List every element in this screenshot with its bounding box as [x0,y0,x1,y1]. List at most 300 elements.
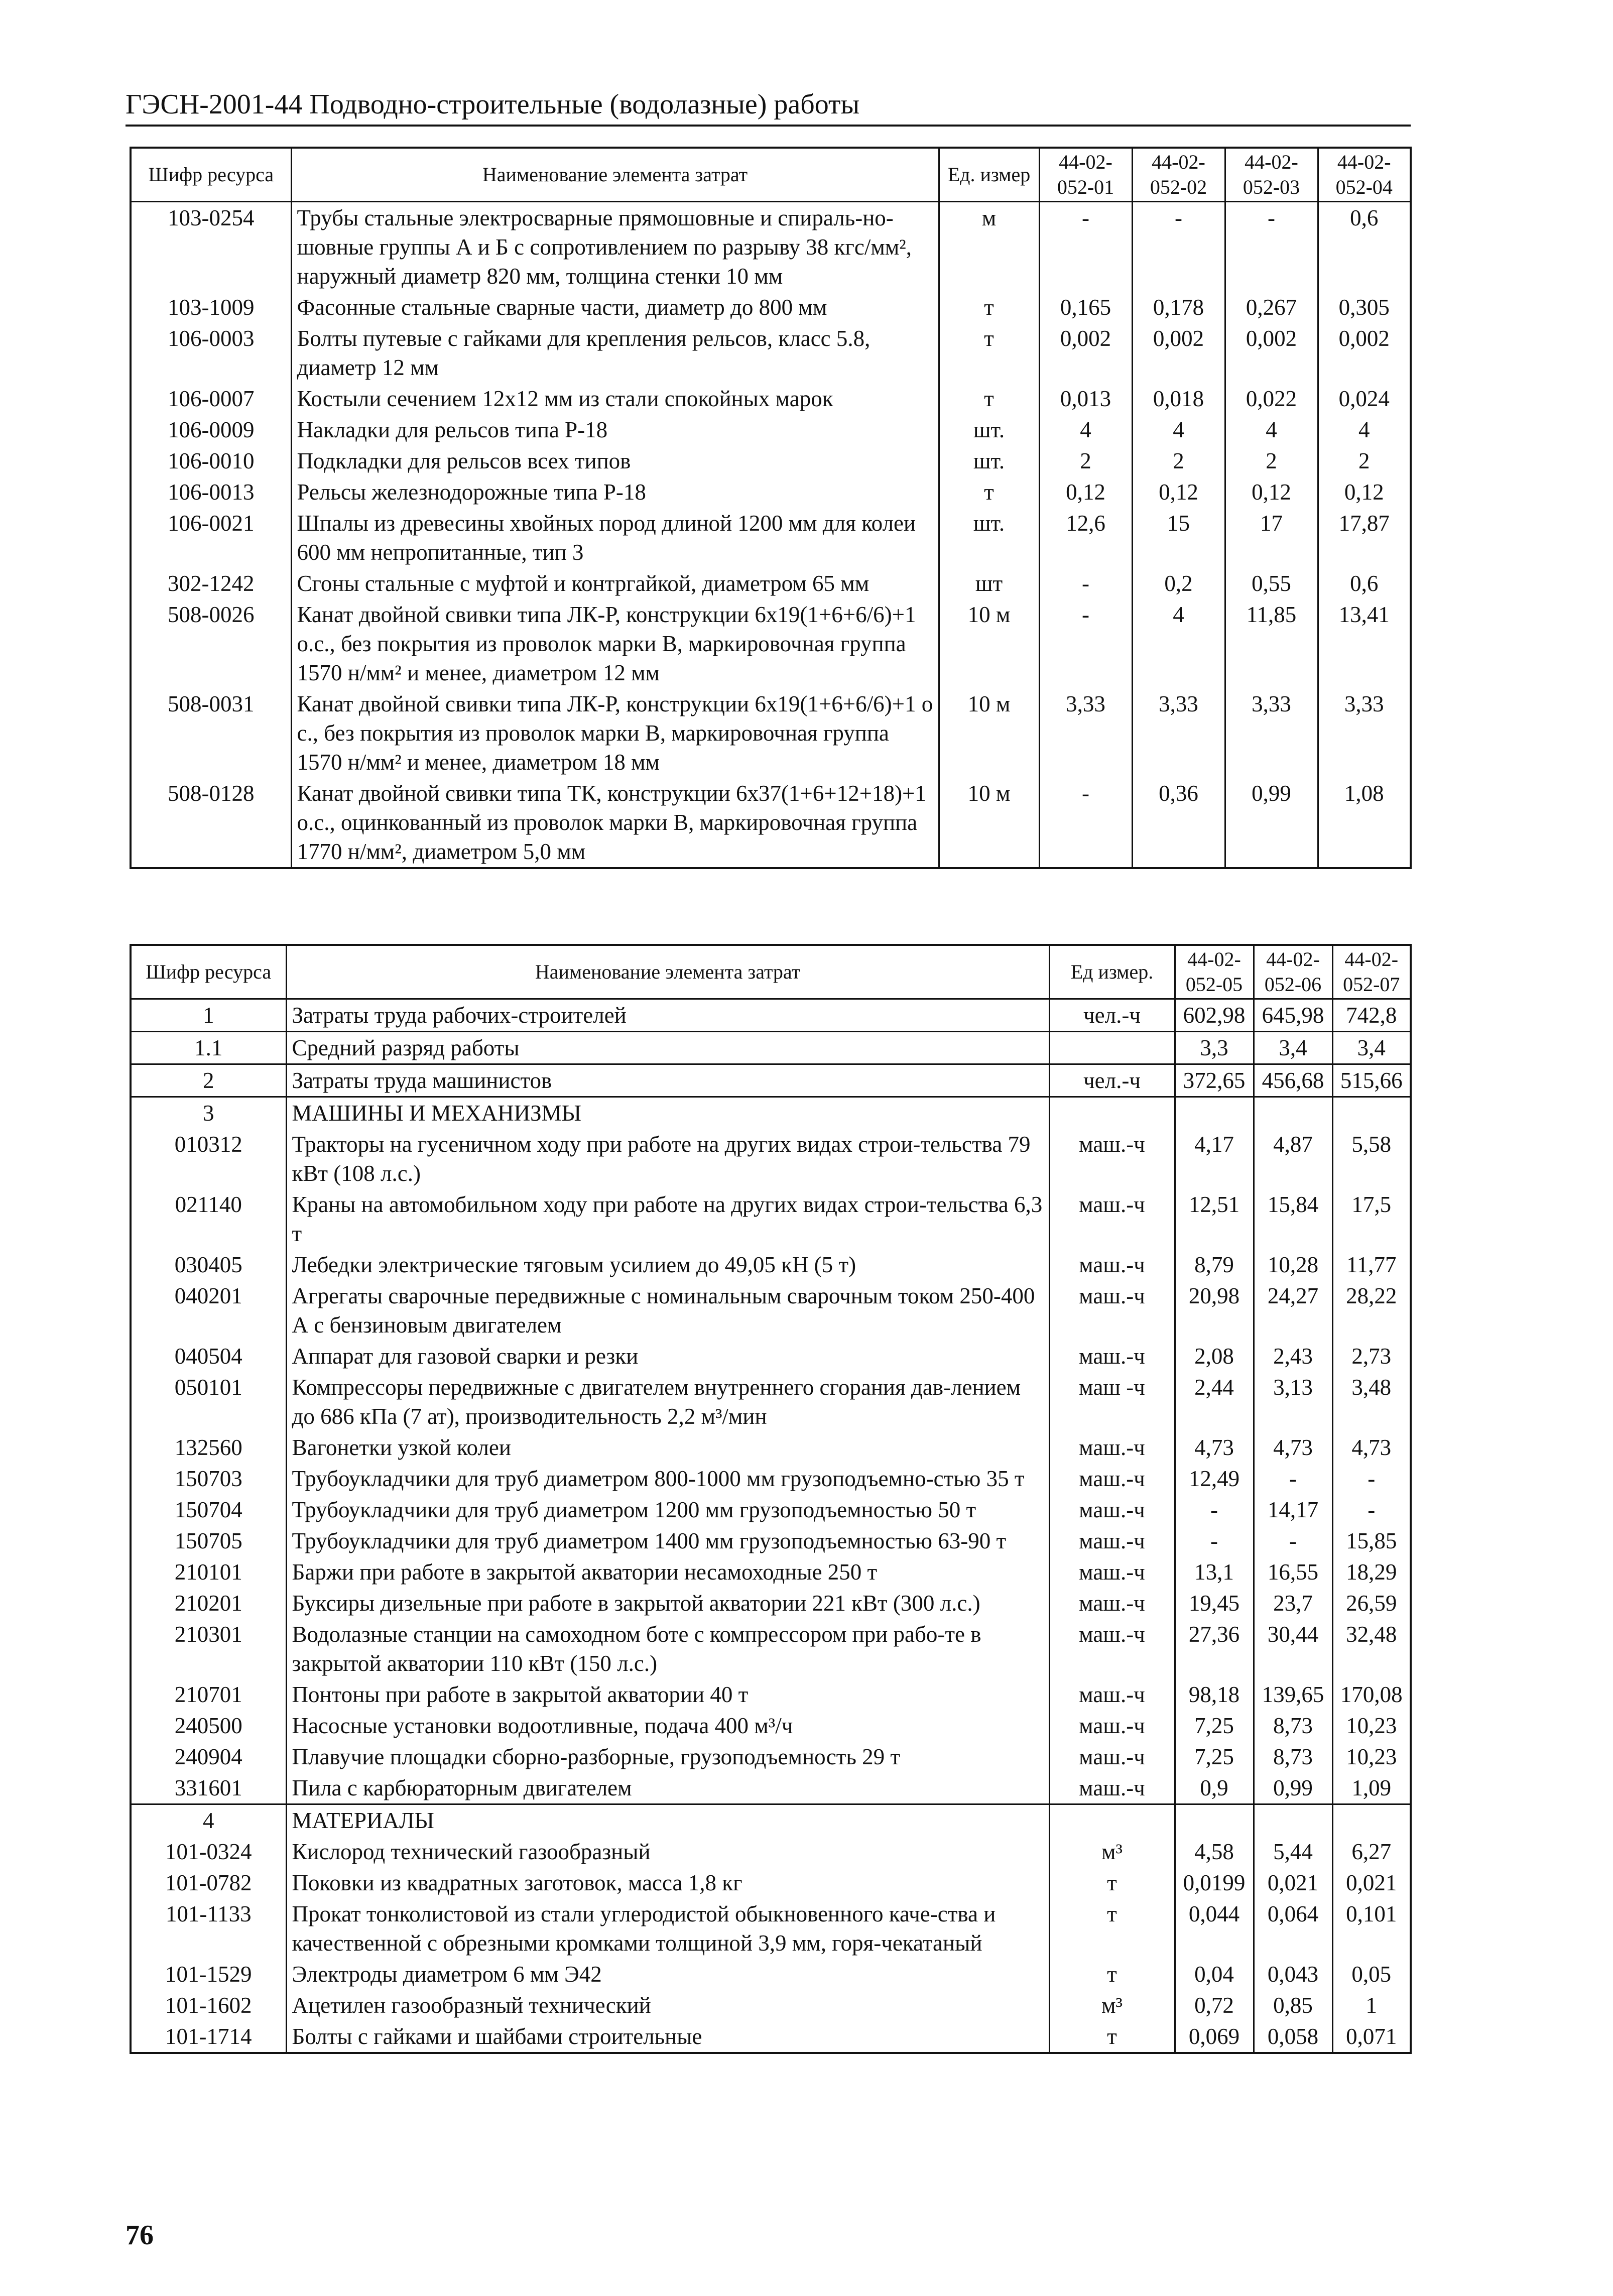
table-row [131,1990,1411,2021]
resource-name: Лебедки электрические тяговым усилием до 49,05 кН (5 т) [286,1249,1049,1280]
table-header-row [131,148,1411,202]
unit: чел.-ч [1049,1064,1175,1097]
unit: м [939,202,1039,292]
value-cell: 0,002 [1132,323,1225,383]
resource-name: Вагонетки узкой колеи [286,1432,1049,1463]
value-cell: 3,33 [1225,688,1318,778]
value-cell: 0,04 [1175,1959,1254,1990]
resource-code: 210701 [131,1679,286,1710]
resource-name: Электроды диаметром 6 мм Э42 [286,1959,1049,1990]
unit: 10 м [939,688,1039,778]
value-cell: 27,36 [1175,1619,1254,1679]
value-cell: 0,99 [1254,1772,1332,1804]
unit: м³ [1049,1990,1175,2021]
value-cell: 17,5 [1332,1189,1411,1249]
resource-name: Костыли сечением 12х12 мм из стали спокойных марок [291,383,939,414]
header-col-5: 44-02-052-05 [1175,945,1254,999]
resource-name: Рельсы железнодорожные типа Р-18 [291,476,939,508]
value-cell: 456,68 [1254,1064,1332,1097]
table-row [131,383,1411,414]
resource-code: 1 [131,999,286,1032]
value-cell: 10,23 [1332,1741,1411,1772]
value-cell: 0,069 [1175,2021,1254,2053]
value-cell: 10,23 [1332,1710,1411,1741]
header-col-4: 44-02-052-04 [1318,148,1411,202]
resource-code: 210101 [131,1556,286,1588]
resource-code: 103-1009 [131,292,291,323]
table-row [131,1432,1411,1463]
value-cell: 2,43 [1254,1341,1332,1372]
unit: маш.-ч [1049,1494,1175,1525]
resource-name: Ацетилен газообразный технический [286,1990,1049,2021]
value-cell: - [1254,1463,1332,1494]
table-row [131,1710,1411,1741]
value-cell [1254,1804,1332,1837]
value-cell: 2,73 [1332,1341,1411,1372]
value-cell: - [1175,1525,1254,1556]
unit [1049,1804,1175,1837]
value-cell: 98,18 [1175,1679,1254,1710]
resource-code: 030405 [131,1249,286,1280]
resource-code: 508-0026 [131,599,291,688]
value-cell: 0,013 [1039,383,1132,414]
unit: шт [939,568,1039,599]
unit: маш.-ч [1049,1556,1175,1588]
value-cell: 4 [1132,414,1225,445]
resource-name: Баржи при работе в закрытой акватории несамоходные 250 т [286,1556,1049,1588]
header-unit: Ед измер. [1049,945,1175,999]
value-cell [1332,1097,1411,1129]
resource-name: Пила с карбюраторным двигателем [286,1772,1049,1804]
resource-name: Канат двойной свивки типа ЛК-Р, конструкции 6х19(1+6+6/6)+1 о.с., без покрытия из проволок марки В, маркировочная группа 1570 н/мм² и менее, диаметром 12 мм [291,599,939,688]
unit: маш.-ч [1049,1432,1175,1463]
value-cell: 0,064 [1254,1898,1332,1959]
resource-code: 2 [131,1064,286,1097]
resource-code: 040201 [131,1280,286,1341]
value-cell: 15 [1132,508,1225,568]
table-row [131,568,1411,599]
value-cell: 4,17 [1175,1129,1254,1189]
resource-table-2 [130,944,1412,2054]
unit: маш.-ч [1049,1280,1175,1341]
resource-name: Буксиры дизельные при работе в закрытой акватории 221 кВт (300 л.с.) [286,1588,1049,1619]
table-row [131,202,1411,292]
header-name: Наименование элемента затрат [291,148,939,202]
value-cell: 4,73 [1254,1432,1332,1463]
value-cell: 4 [1132,599,1225,688]
value-cell: 0,99 [1225,778,1318,868]
header-code: Шифр ресурса [131,945,286,999]
table-row [131,1898,1411,1959]
value-cell: 13,1 [1175,1556,1254,1588]
unit: маш.-ч [1049,1341,1175,1372]
value-cell: 3,3 [1175,1032,1254,1064]
value-cell: 0,002 [1039,323,1132,383]
value-cell: - [1332,1463,1411,1494]
unit: 10 м [939,778,1039,868]
header-col-7: 44-02-052-07 [1332,945,1411,999]
resource-code: 106-0021 [131,508,291,568]
resource-name: Шпалы из древесины хвойных пород длиной 1200 мм для колеи 600 мм непропитанные, тип 3 [291,508,939,568]
resource-code: 150703 [131,1463,286,1494]
table-row [131,1525,1411,1556]
value-cell: 0,2 [1132,568,1225,599]
unit: маш.-ч [1049,1741,1175,1772]
resource-code: 3 [131,1097,286,1129]
value-cell: 13,41 [1318,599,1411,688]
resource-name: МАШИНЫ И МЕХАНИЗМЫ [286,1097,1049,1129]
table-row [131,1804,1411,1837]
value-cell: 17 [1225,508,1318,568]
value-cell: 1,08 [1318,778,1411,868]
value-cell: 2,08 [1175,1341,1254,1372]
value-cell: - [1332,1494,1411,1525]
value-cell: 0,044 [1175,1898,1254,1959]
resource-table-1 [130,147,1412,869]
resource-code: 210201 [131,1588,286,1619]
resource-name: Канат двойной свивки типа ТК, конструкции 6х37(1+6+12+18)+1 о.с., оцинкованный из проволок марки В, маркировочная группа 1770 н/мм², диаметром 5,0 мм [291,778,939,868]
value-cell: 2 [1039,445,1132,476]
value-cell: 0,305 [1318,292,1411,323]
value-cell: 0,55 [1225,568,1318,599]
unit: т [939,383,1039,414]
header-col-1: 44-02-052-01 [1039,148,1132,202]
value-cell: 0,022 [1225,383,1318,414]
table-row [131,1064,1411,1097]
value-cell: 0,002 [1318,323,1411,383]
unit: маш.-ч [1049,1525,1175,1556]
resource-code: 150704 [131,1494,286,1525]
value-cell: 3,13 [1254,1372,1332,1432]
resource-code: 240904 [131,1741,286,1772]
table-row [131,1494,1411,1525]
resource-code: 106-0010 [131,445,291,476]
header-unit: Ед. измер [939,148,1039,202]
resource-code: 508-0031 [131,688,291,778]
value-cell [1175,1097,1254,1129]
unit: чел.-ч [1049,999,1175,1032]
value-cell: 0,058 [1254,2021,1332,2053]
table-row [131,476,1411,508]
resource-code: 4 [131,1804,286,1837]
unit: маш.-ч [1049,1189,1175,1249]
unit [1049,1097,1175,1129]
value-cell: 26,59 [1332,1588,1411,1619]
value-cell: 3,4 [1332,1032,1411,1064]
value-cell: 5,58 [1332,1129,1411,1189]
value-cell: 0,9 [1175,1772,1254,1804]
unit: т [939,476,1039,508]
resource-name: Затраты труда рабочих-строителей [286,999,1049,1032]
value-cell: 0,165 [1039,292,1132,323]
resource-code: 010312 [131,1129,286,1189]
resource-name: Трубы стальные электросварные прямошовные и спираль-но-шовные группы А и Б с сопротивлением по разрыву 38 кгс/мм², наружный диаметр 820 мм, толщина стенки 10 мм [291,202,939,292]
resource-name: Понтоны при работе в закрытой акватории 40 т [286,1679,1049,1710]
unit: м³ [1049,1836,1175,1867]
resource-code: 101-1133 [131,1898,286,1959]
value-cell: - [1039,599,1132,688]
value-cell: 32,48 [1332,1619,1411,1679]
header-name: Наименование элемента затрат [286,945,1049,999]
table-row [131,999,1411,1032]
unit: маш.-ч [1049,1619,1175,1679]
resource-name: Компрессоры передвижные с двигателем внутреннего сгорания дав-лением до 686 кПа (7 ат), производительность 2,2 м³/мин [286,1372,1049,1432]
value-cell: 0,043 [1254,1959,1332,1990]
resource-name: Фасонные стальные сварные части, диаметр до 800 мм [291,292,939,323]
table-row [131,1867,1411,1898]
table-row [131,1588,1411,1619]
value-cell [1332,1804,1411,1837]
value-cell: 24,27 [1254,1280,1332,1341]
resource-name: Поковки из квадратных заготовок, масса 1,8 кг [286,1867,1049,1898]
resource-code: 210301 [131,1619,286,1679]
resource-name: Сгоны стальные с муфтой и контргайкой, диаметром 65 мм [291,568,939,599]
table-row [131,1129,1411,1189]
resource-name: Трубоукладчики для труб диаметром 1400 мм грузоподъемностью 63-90 т [286,1525,1049,1556]
value-cell: 139,65 [1254,1679,1332,1710]
value-cell: 4,58 [1175,1836,1254,1867]
table-row [131,1836,1411,1867]
value-cell: 2 [1132,445,1225,476]
value-cell: 6,27 [1332,1836,1411,1867]
value-cell: 3,48 [1332,1372,1411,1432]
table-row [131,778,1411,868]
value-cell: 11,77 [1332,1249,1411,1280]
unit: маш.-ч [1049,1710,1175,1741]
table-row [131,1772,1411,1804]
resource-name: Аппарат для газовой сварки и резки [286,1341,1049,1372]
value-cell: 0,101 [1332,1898,1411,1959]
value-cell: 4,87 [1254,1129,1332,1189]
resource-code: 103-0254 [131,202,291,292]
table-row [131,1741,1411,1772]
unit: шт. [939,445,1039,476]
resource-name: Накладки для рельсов типа Р-18 [291,414,939,445]
unit: т [1049,2021,1175,2053]
value-cell: 0,12 [1039,476,1132,508]
resource-code: 101-0782 [131,1867,286,1898]
resource-name: Затраты труда машинистов [286,1064,1049,1097]
value-cell: 16,55 [1254,1556,1332,1588]
table-row [131,1463,1411,1494]
value-cell: 645,98 [1254,999,1332,1032]
resource-code: 331601 [131,1772,286,1804]
table-row [131,445,1411,476]
value-cell: 742,8 [1332,999,1411,1032]
value-cell: 0,6 [1318,568,1411,599]
resource-code: 508-0128 [131,778,291,868]
resource-name: Болты путевые с гайками для крепления рельсов, класс 5.8, диаметр 12 мм [291,323,939,383]
value-cell: 1,09 [1332,1772,1411,1804]
table-row [131,1372,1411,1432]
resource-name: Водолазные станции на самоходном боте с компрессором при рабо-те в закрытой акватории 110 кВт (150 л.с.) [286,1619,1049,1679]
value-cell: 0,72 [1175,1990,1254,2021]
resource-name: Подкладки для рельсов всех типов [291,445,939,476]
unit: маш.-ч [1049,1129,1175,1189]
value-cell: 2 [1318,445,1411,476]
table-row [131,1032,1411,1064]
value-cell: 0,85 [1254,1990,1332,2021]
value-cell: 17,87 [1318,508,1411,568]
resource-code: 132560 [131,1432,286,1463]
resource-code: 106-0007 [131,383,291,414]
resource-code: 106-0009 [131,414,291,445]
value-cell: 4 [1225,414,1318,445]
unit: т [939,292,1039,323]
unit: т [1049,1898,1175,1959]
value-cell: 372,65 [1175,1064,1254,1097]
value-cell: 3,33 [1039,688,1132,778]
resource-code: 1.1 [131,1032,286,1064]
table-row [131,292,1411,323]
unit: т [1049,1959,1175,1990]
unit: т [1049,1867,1175,1898]
value-cell: - [1039,778,1132,868]
resource-code: 150705 [131,1525,286,1556]
value-cell: 0,12 [1132,476,1225,508]
value-cell: 12,49 [1175,1463,1254,1494]
value-cell: 170,08 [1332,1679,1411,1710]
unit [1049,1032,1175,1064]
table-row [131,1341,1411,1372]
resource-name: Насосные установки водоотливные, подача 400 м³/ч [286,1710,1049,1741]
value-cell: 19,45 [1175,1588,1254,1619]
page-number: 76 [126,2220,154,2251]
value-cell: 8,73 [1254,1741,1332,1772]
value-cell: 7,25 [1175,1710,1254,1741]
resource-code: 240500 [131,1710,286,1741]
value-cell: 20,98 [1175,1280,1254,1341]
value-cell: 0,12 [1225,476,1318,508]
header-col-3: 44-02-052-03 [1225,148,1318,202]
value-cell: 0,36 [1132,778,1225,868]
resource-name: Канат двойной свивки типа ЛК-Р, конструкции 6х19(1+6+6/6)+1 о с., без покрытия из проволок марки В, маркировочная группа 1570 н/мм² и менее, диаметром 18 мм [291,688,939,778]
resource-name: Плавучие площадки сборно-разборные, грузоподъемность 29 т [286,1741,1049,1772]
value-cell: 602,98 [1175,999,1254,1032]
value-cell: 1 [1332,1990,1411,2021]
table-row [131,1097,1411,1129]
value-cell: - [1132,202,1225,292]
resource-name: Краны на автомобильном ходу при работе на других видах строи-тельства 6,3 т [286,1189,1049,1249]
resource-name: Трубоукладчики для труб диаметром 800-1000 мм грузоподъемно-стью 35 т [286,1463,1049,1494]
resource-name: Агрегаты сварочные передвижные с номинальным сварочным током 250-400 А с бензиновым двигателем [286,1280,1049,1341]
table-row [131,1556,1411,1588]
unit: т [939,323,1039,383]
table-row [131,2021,1411,2053]
resource-code: 101-0324 [131,1836,286,1867]
value-cell: 515,66 [1332,1064,1411,1097]
resource-name: Болты с гайками и шайбами строительные [286,2021,1049,2053]
page-header-title: ГЭСН-2001-44 Подводно-строительные (водолазные) работы [126,84,1411,127]
value-cell: 0,002 [1225,323,1318,383]
unit: маш.-ч [1049,1249,1175,1280]
value-cell: 2,44 [1175,1372,1254,1432]
value-cell: 4,73 [1175,1432,1254,1463]
value-cell: 15,85 [1332,1525,1411,1556]
value-cell [1175,1804,1254,1837]
value-cell: 3,4 [1254,1032,1332,1064]
value-cell: 0,071 [1332,2021,1411,2053]
value-cell: - [1175,1494,1254,1525]
unit: шт. [939,414,1039,445]
value-cell: 12,51 [1175,1189,1254,1249]
value-cell: 23,7 [1254,1588,1332,1619]
value-cell: 0,021 [1254,1867,1332,1898]
value-cell: 15,84 [1254,1189,1332,1249]
header-col-6: 44-02-052-06 [1254,945,1332,999]
value-cell: 12,6 [1039,508,1132,568]
value-cell: 18,29 [1332,1556,1411,1588]
value-cell: 0,0199 [1175,1867,1254,1898]
table-row [131,1679,1411,1710]
value-cell: 30,44 [1254,1619,1332,1679]
value-cell [1254,1097,1332,1129]
table-row [131,599,1411,688]
table-row [131,688,1411,778]
resource-code: 040504 [131,1341,286,1372]
resource-code: 101-1529 [131,1959,286,1990]
table-row [131,1249,1411,1280]
value-cell: 0,05 [1332,1959,1411,1990]
unit: маш.-ч [1049,1772,1175,1804]
table-row [131,1189,1411,1249]
value-cell: 11,85 [1225,599,1318,688]
table-header-row [131,945,1411,999]
resource-name: МАТЕРИАЛЫ [286,1804,1049,1837]
value-cell: - [1039,202,1132,292]
table-row [131,1280,1411,1341]
unit: маш.-ч [1049,1588,1175,1619]
resource-code: 106-0003 [131,323,291,383]
unit: маш.-ч [1049,1679,1175,1710]
value-cell: 0,6 [1318,202,1411,292]
table-row [131,1959,1411,1990]
value-cell: - [1254,1525,1332,1556]
header-code: Шифр ресурса [131,148,291,202]
value-cell: 8,79 [1175,1249,1254,1280]
value-cell: 5,44 [1254,1836,1332,1867]
resource-name: Прокат тонколистовой из стали углеродистой обыкновенного каче-ства и качественной с обрезными кромками толщиной 3,9 мм, горя-чекатаный [286,1898,1049,1959]
value-cell: 0,024 [1318,383,1411,414]
resource-code: 302-1242 [131,568,291,599]
table-row [131,1619,1411,1679]
resource-name: Средний разряд работы [286,1032,1049,1064]
table-row [131,414,1411,445]
header-col-2: 44-02-052-02 [1132,148,1225,202]
unit: маш -ч [1049,1372,1175,1432]
resource-code: 106-0013 [131,476,291,508]
unit: 10 м [939,599,1039,688]
value-cell: 14,17 [1254,1494,1332,1525]
value-cell: 2 [1225,445,1318,476]
value-cell: 0,12 [1318,476,1411,508]
resource-name: Тракторы на гусеничном ходу при работе на других видах строи-тельства 79 кВт (108 л.с.) [286,1129,1049,1189]
unit: маш.-ч [1049,1463,1175,1494]
value-cell: 0,018 [1132,383,1225,414]
resource-code: 101-1714 [131,2021,286,2053]
resource-code: 101-1602 [131,1990,286,2021]
value-cell: 8,73 [1254,1710,1332,1741]
resource-name: Трубоукладчики для труб диаметром 1200 мм грузоподъемностью 50 т [286,1494,1049,1525]
resource-code: 021140 [131,1189,286,1249]
value-cell: 0,021 [1332,1867,1411,1898]
value-cell: 3,33 [1318,688,1411,778]
table-row [131,323,1411,383]
value-cell: 4 [1039,414,1132,445]
resource-name: Кислород технический газообразный [286,1836,1049,1867]
value-cell: 28,22 [1332,1280,1411,1341]
resource-code: 050101 [131,1372,286,1432]
